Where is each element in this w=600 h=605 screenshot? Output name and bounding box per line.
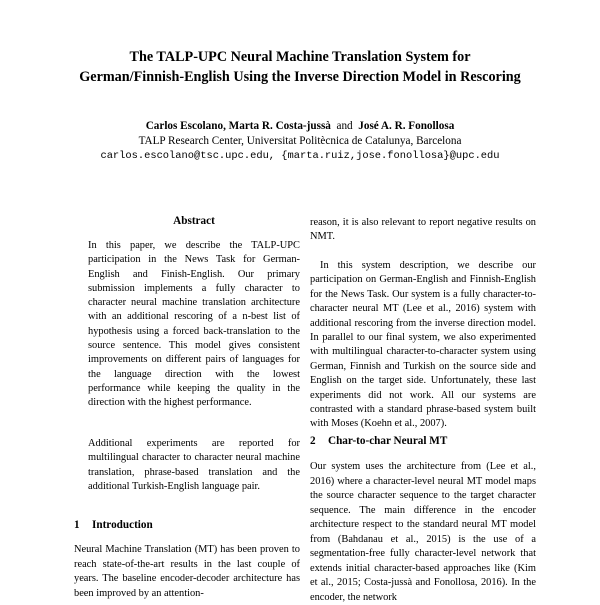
section-2-title: Char-to-char Neural MT <box>328 435 448 447</box>
author-names <box>40 119 560 134</box>
right-column-paragraph: In this system description, we describe our participation on German-English and Finnish-English for the News Task. Our system is a fully character-to-character neural MT (Lee et al., 2016) system with additional rescoring from the inverse direction model. In parallel to our final system, we also experimented with multilingual character-to-character system using German, Finnish and Turkish on the source side and English on the target side. Unfortunately, these last experiments did not work. All our systems are contrasted with a standard phrase-based system built with Moses (Koehn et al., 2007). <box>310 260 536 430</box>
section-2-number: 2 <box>310 435 316 447</box>
introduction-text: Neural Machine Translation (MT) has been proven to reach state-of-the-art results in the last couple of years. The baseline encoder-decoder architecture has been improved by an attention- <box>74 544 300 599</box>
section-1-heading <box>74 519 153 531</box>
paper-title <box>40 47 560 87</box>
section-2-heading <box>310 435 447 447</box>
section-1-number: 1 <box>74 519 80 531</box>
title-line-1: The TALP-UPC Neural Machine Translation System for <box>129 49 471 65</box>
author-block <box>40 119 560 164</box>
right-column-continuation: reason, it is also relevant to report negative results on NMT. <box>310 217 536 243</box>
author-and: and <box>336 120 353 132</box>
abstract-heading: Abstract <box>173 215 215 227</box>
author-3: José A. R. Fonollosa <box>358 120 455 132</box>
section-2-text: Our system uses the architecture from (Lee et al., 2016) where a character-level neural MT model maps the source character sequence to the target character sequence. The main difference in the encoder architecture respect to the standard neural MT model from (Bahdanau et al., 2015) is the use of a segmentation-free fully character-level network that extends initial character-based approaches like (Kim et al., 2015; Costa-jussà and Fonollosa, 2016). In the encoder, the network <box>310 461 536 603</box>
author-2: Marta R. Costa-jussà <box>228 120 331 132</box>
section-1-title: Introduction <box>92 519 153 531</box>
affiliation: TALP Research Center, Universitat Politècnica de Catalunya, Barcelona <box>138 135 462 147</box>
author-emails: carlos.escolano@tsc.upc.edu, {marta.ruiz,jose.fonollosa}@upc.edu <box>100 150 500 162</box>
author-1: Carlos Escolano, <box>145 120 226 132</box>
title-line-2: German/Finnish-English Using the Inverse Direction Model in Rescoring <box>79 69 521 85</box>
abstract-paragraph-2: Additional experiments are reported for multilingual character to character neural machine translation, phrase-based translation and the additional Turkish-English language pair. <box>88 438 300 492</box>
abstract-paragraph-1: In this paper, we describe the TALP-UPC participation in the News Task for German-English and Finish-English. Our primary submission implements a fully character to character neural machine translation architecture with an additional rescoring of a n-best list of hypothesis using a forced back-translation to the source sentence. This model gives consistent improvements on different pairs of languages for the language direction with the lowest performance while keeping the quality in the direction with the highest performance. <box>88 240 300 409</box>
